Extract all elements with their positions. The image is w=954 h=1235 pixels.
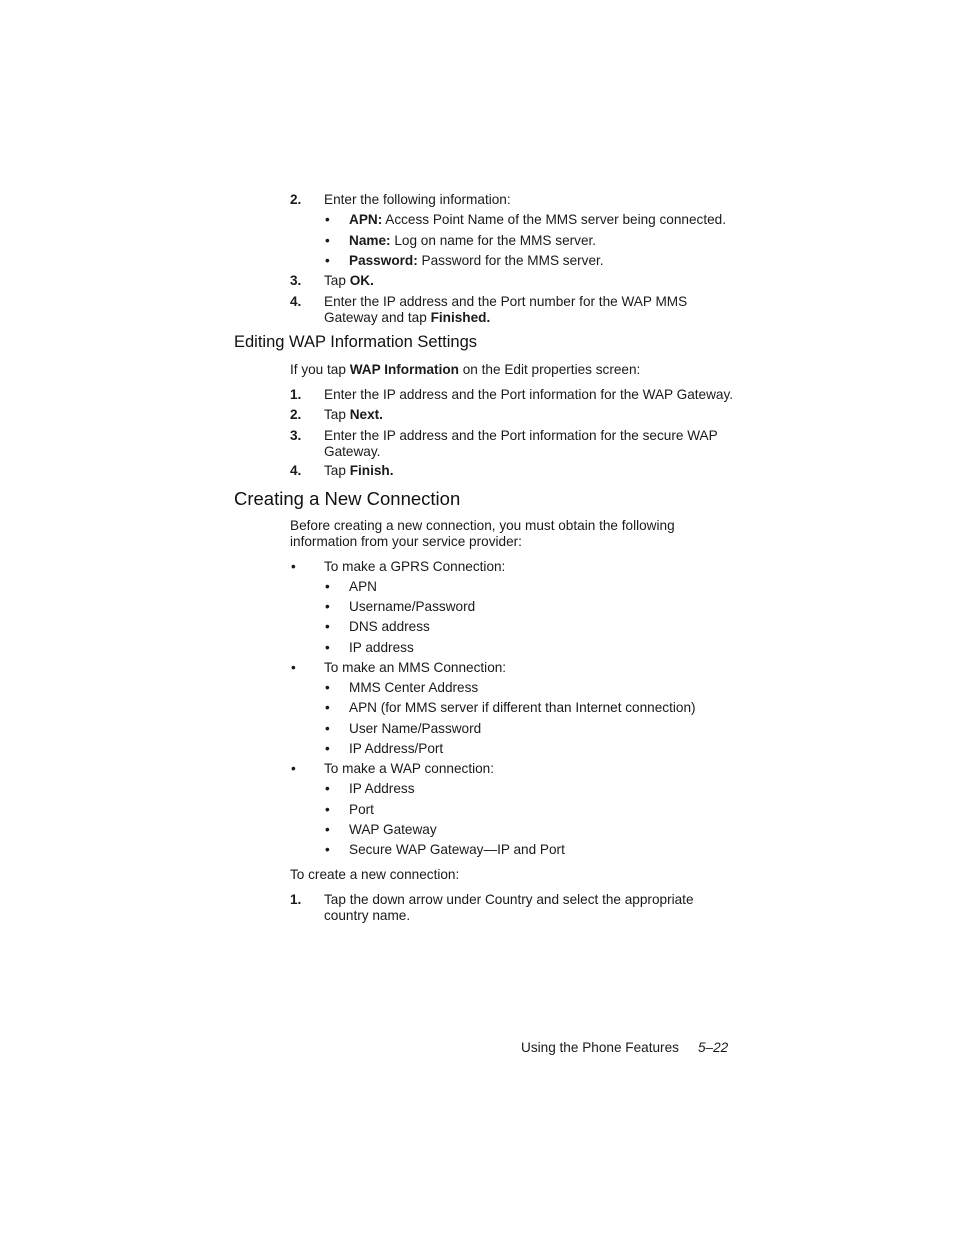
step-text: Tap Finish. [324, 463, 394, 478]
step-number: 4. [290, 294, 302, 309]
group-label: To make a GPRS Connection: [324, 559, 506, 574]
list-item: WAP Gateway [349, 822, 437, 837]
list-item: Port [349, 802, 374, 817]
step-number: 4. [290, 463, 302, 478]
bullet: • [325, 721, 330, 736]
bullet: • [325, 822, 330, 837]
list-item: APN [349, 579, 377, 594]
list-item: Name: Log on name for the MMS server. [349, 233, 597, 248]
bullet: • [325, 212, 330, 227]
section-heading: Creating a New Connection [234, 488, 461, 509]
bullet: • [325, 579, 330, 594]
list-item: User Name/Password [349, 721, 482, 736]
group-label: To make an MMS Connection: [324, 660, 507, 675]
step-text: Enter the IP address and the Port number for the WAP MMS Gateway and tap Finished. [324, 294, 688, 325]
list-item: IP address [349, 640, 414, 655]
bullet: • [325, 802, 330, 817]
bullet: • [325, 680, 330, 695]
page-number: 5–22 [698, 1040, 729, 1055]
bullet: • [325, 640, 330, 655]
list-item: DNS address [349, 619, 430, 634]
section-heading: Editing WAP Information Settings [234, 333, 478, 351]
group-label: To make a WAP connection: [324, 761, 495, 776]
bullet: • [325, 599, 330, 614]
bullet: • [325, 619, 330, 634]
step-text: Tap Next. [324, 407, 383, 422]
step-text: Enter the IP address and the Port information for the WAP Gateway. [324, 387, 734, 402]
bullet: • [291, 761, 296, 776]
create-intro: To create a new connection: [290, 867, 460, 882]
bullet: • [325, 700, 330, 715]
intro-text: If you tap WAP Information on the Edit properties screen: [290, 362, 641, 377]
step-number: 3. [290, 428, 302, 443]
list-item: APN (for MMS server if different than Internet connection) [349, 700, 696, 715]
step-text: Enter the IP address and the Port information for the secure WAP Gateway. [324, 428, 718, 459]
list-item: APN: Access Point Name of the MMS server being connected. [349, 212, 727, 227]
list-item: IP Address/Port [349, 741, 444, 756]
step-number: 2. [290, 192, 302, 207]
bullet: • [325, 233, 330, 248]
step-number: 2. [290, 407, 302, 422]
intro-text: Before creating a new connection, you must obtain the following information from your service provider: [290, 518, 675, 549]
step-number: 1. [290, 387, 302, 402]
list-item: Password: Password for the MMS server. [349, 253, 604, 268]
step-text: Tap OK. [324, 273, 374, 288]
step-number: 3. [290, 273, 302, 288]
bullet: • [325, 781, 330, 796]
list-item: Username/Password [349, 599, 476, 614]
list-item: IP Address [349, 781, 415, 796]
bullet: • [325, 741, 330, 756]
list-item: MMS Center Address [349, 680, 479, 695]
step-number: 1. [290, 892, 302, 907]
bullet: • [291, 660, 296, 675]
bullet: • [325, 253, 330, 268]
footer-title: Using the Phone Features [521, 1040, 679, 1055]
step-text: Enter the following information: [324, 192, 511, 207]
bullet: • [291, 559, 296, 574]
list-item: Secure WAP Gateway—IP and Port [349, 842, 565, 857]
bullet: • [325, 842, 330, 857]
step-text: Tap the down arrow under Country and select the appropriate country name. [324, 892, 694, 923]
